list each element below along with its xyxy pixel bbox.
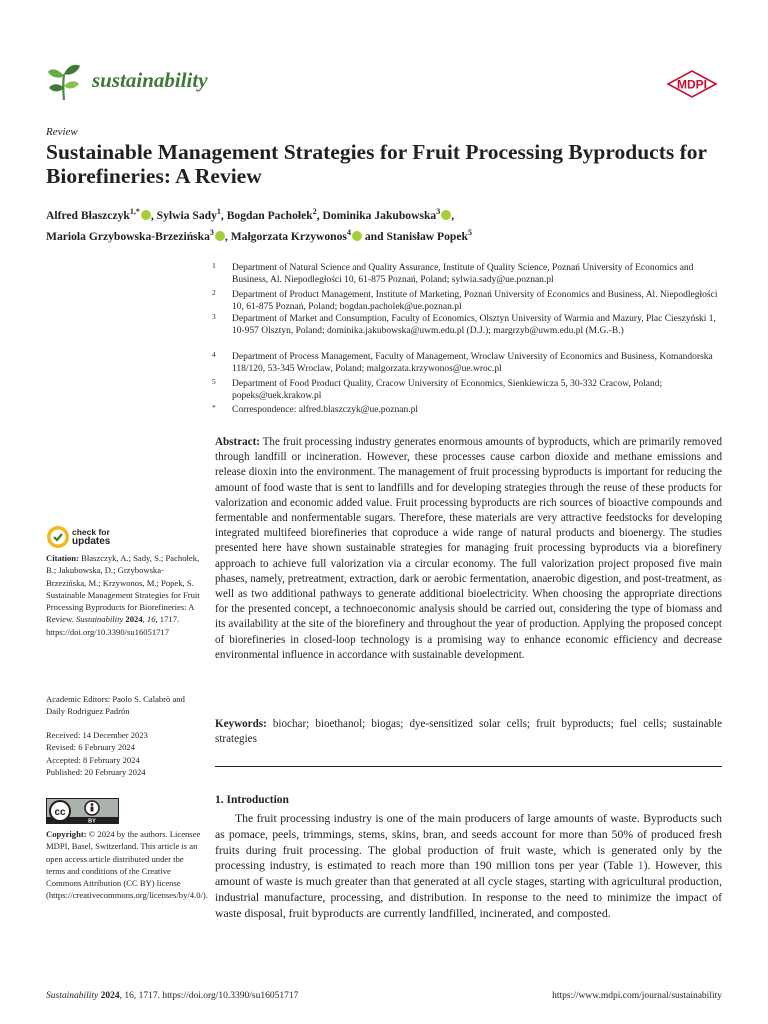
affiliation-item <box>212 289 724 313</box>
journal-name: sustainability <box>92 68 208 92</box>
author-name: Bogdan Pachołek <box>226 208 313 222</box>
author-name: Małgorzata Krzywonos <box>230 229 347 243</box>
affiliation-text: Department of Process Management, Faculty of Management, Wroclaw University of Economics and Business, Komandorska 118/120, 53-345 Wroclaw, Poland; malgorzata.krzywonos@ue.wroc.pl <box>232 352 713 375</box>
author-name: Alfred Błaszczyk <box>46 208 130 222</box>
author-affiliation-number: 1,* <box>129 207 140 216</box>
cc-by-license-icon[interactable] <box>46 798 119 824</box>
affiliation-text: Department of Food Product Quality, Cracow University of Economics, Sienkiewicza 5, 30-332 Cracow, Poland; popeks@uek.krakow.pl <box>232 379 663 402</box>
citation-volume: 16 <box>146 614 156 625</box>
author-affiliation-number: 4 <box>346 227 351 237</box>
footer-doi[interactable]: , 16, 1717. https://doi.org/10.3390/su16051717 <box>119 991 299 1001</box>
author-name: Stanisław Popek <box>386 229 468 243</box>
orcid-icon[interactable] <box>441 210 451 220</box>
affiliation-number: 2 <box>212 288 216 297</box>
keywords <box>215 717 722 747</box>
intro-text-1: The fruit processing industry is one of the main producers of large amounts of waste. Byproducts such as pomace, peels, trimmings, stems, skins, bran, and seeds account for more than 50% of produced fresh fruits during fruit processing. The global production of fruit waste, which is generated only by the processing industry, is estimated to reach more than 190 million tons per year (Table <box>215 812 722 873</box>
affiliation-number: 3 <box>212 312 216 321</box>
accepted-date: Accepted: 8 February 2024 <box>46 754 140 765</box>
check-updates-line2: updates <box>72 536 111 547</box>
author-line-1 <box>46 203 726 224</box>
citation-label: Citation: <box>46 553 79 563</box>
cc-by-text: BY <box>88 818 96 824</box>
copyright-block <box>46 828 208 902</box>
affiliation-item <box>212 378 724 402</box>
dates-block <box>46 729 202 778</box>
keywords-text: biochar; bioethanol; biogas; dye-sensitized solar cells; fruit byproducts; fuel cells; sustainable strategies <box>215 718 722 746</box>
footer-journal-url[interactable]: https://www.mdpi.com/journal/sustainability <box>552 991 722 1001</box>
footer-citation <box>46 991 298 1001</box>
copyright-label: Copyright: <box>46 829 87 839</box>
footer-year: 2024 <box>100 991 120 1001</box>
journal-leaf-logo <box>46 62 82 102</box>
svg-text:cc: cc <box>54 807 66 818</box>
intro-text-2: ). However, this amount of waste is much greater than that generated at all cycle stages, starting with agricultural production, industrial manufacture, processing, and distribution. In response to the need to minimize the impact of waste disposal, fruit byproducts are currently landfilled, incinerated, and composted. <box>215 859 723 920</box>
author-affiliation-number: 3 <box>436 207 441 216</box>
footer-journal: Sustainability <box>46 991 99 1001</box>
keywords-label: Keywords: <box>215 718 267 730</box>
section-divider <box>215 766 722 767</box>
orcid-icon[interactable] <box>141 210 151 220</box>
mdpi-logo <box>666 70 718 98</box>
citation-text: Błaszczyk, A.; Sady, S.; Pachołek, B.; Jakubowska, D.; Grzybowska-Brzezińska, M.; Krzywonos, M.; Popek, S. Sustainable Management Strategies for Fruit Processing Byproducts for Biorefineries: A Review. <box>46 553 200 625</box>
academic-editors: Academic Editors: Paolo S. Calabrò and Daily Rodriguez Padrón <box>46 694 185 717</box>
author-list <box>46 203 726 245</box>
citation-journal: Sustainability <box>76 614 124 625</box>
orcid-icon[interactable] <box>352 231 362 241</box>
citation-year: 2024 <box>125 614 143 625</box>
article-type: Review <box>46 126 78 138</box>
article-title: Sustainable Management Strategies for Fruit Processing Byproducts for Biorefineries: A Review <box>46 140 707 188</box>
affiliation-number: 1 <box>212 261 216 270</box>
received-date: Received: 14 December 2023 <box>46 730 148 740</box>
author-separator: and <box>361 229 387 243</box>
abstract-label: Abstract: <box>215 436 260 448</box>
author-name: Mariola Grzybowska-Brzezińska <box>46 229 210 243</box>
author-affiliation-number: 1 <box>216 207 221 216</box>
author-separator: , <box>150 208 157 222</box>
author-affiliation-number: 5 <box>467 227 472 237</box>
affiliation-text: Department of Market and Consumption, Faculty of Economics, Olsztyn University of Warmia and Mazury, Plac Cieszyński 1, 10-957 Olsztyn, Poland; dominika.jakubowska@uwm.edu.pl (D.J.); margrzyb@uwm.edu.pl (M.G.-B.) <box>232 314 716 337</box>
section-heading: 1. Introduction <box>215 794 289 806</box>
author-line-2 <box>46 224 726 245</box>
affiliation-item <box>212 262 724 286</box>
author-name: Sylwia Sady <box>156 208 217 222</box>
affiliation-number: * <box>212 403 216 412</box>
affiliation-item <box>212 351 724 375</box>
abstract-text: The fruit processing industry generates enormous amounts of byproducts, which are primarily removed through landfill or incineration. However, these processes cause carbon dioxide and methane emissions and release dioxin into the environment. The management of fruit processing byproducts is important for reducing the amount of food waste that is sent to landfills and for developing strategies through the reuse of these products for valorization and economic added value. Fruit processing byproducts are rich sources of bioactive compounds and fermentable and nonfermentable sugars. Therefore, these materials are very attractive feedstocks for developing integrated multifeed biorefineries that coproduce a wide range of natural products and bioenergy. The studies presented here have shown sustainable strategies for managing fruit processing byproducts via a biorefinery approach to achieve full valorization via a circular economy. The full valorization project proposed five main phases, namely, pretreatment, extraction, dark or aerobic fermentation, anaerobic digestion, and post-treatment, as well as two additional pathways to generate additional bioelectricity. When choosing the appropriate directions for the presented concept, a technoeconomic analysis should be carried out, considering the type of biomass and its availability at the site of the biorefinery and throughout the year of production. Applying the proposed concept of biorefineries in closed-loop technology is a promising way to enhance economic efficiency and decrease environmental influence in accordance with sustainable development. <box>215 436 723 661</box>
citation-block: Citation: Błaszczyk, A.; Sady, S.; Pachołek, B.; Jakubowska, D.; Grzybowska-Brzezińska, M.; Krzywonos, M.; Popek, S. Sustainable Management Strategies for Fruit Processing Byproducts for Biorefineries: A Review. Sustainability 2024, 16, 1717. https://doi.org/10.3390/su16051717 <box>46 553 200 637</box>
author-separator: , <box>224 229 231 243</box>
affiliation-text: Department of Product Management, Institute of Marketing, Poznań University of Economics and Business, Al. Niepodległości 10, 61-875 Poznań, Poland; bogdan.pacholek@ue.poznan.pl <box>232 290 718 313</box>
revised-date: Revised: 6 February 2024 <box>46 742 136 753</box>
affiliation-text: Correspondence: alfred.blaszczyk@ue.poznan.pl <box>232 405 419 415</box>
affiliation-item <box>212 313 724 337</box>
author-separator: , <box>451 208 455 222</box>
published-date: Published: 20 February 2024 <box>46 766 146 777</box>
introduction-paragraph <box>215 811 722 922</box>
check-for-updates-icon[interactable] <box>46 525 70 549</box>
table-reference-link[interactable]: 1 <box>637 859 644 873</box>
copyright-text: © 2024 by the authors. Licensee MDPI, Basel, Switzerland. This article is an open access article distributed under the terms and conditions of the Creative Commons Attribution (CC BY) license (https://creativecommons.org/licenses/by/4.0/). <box>46 829 208 901</box>
author-separator: , <box>220 208 227 222</box>
author-affiliation-number: 2 <box>312 207 317 216</box>
check-updates-line1: check for <box>72 527 110 537</box>
citation-doi[interactable]: , 1717. https://doi.org/10.3390/su16051717 <box>46 614 180 637</box>
affiliation-item <box>212 404 724 416</box>
affiliation-number: 4 <box>212 350 216 359</box>
author-name: Dominika Jakubowska <box>322 208 437 222</box>
affiliation-number: 5 <box>212 377 216 386</box>
affiliation-text: Department of Natural Science and Quality Assurance, Institute of Quality Science, Poznań University of Economics and Business, Al. Niepodległości 10, 61-875 Poznań, Poland; sylwia.sady@ue.poznan.pl <box>232 263 694 286</box>
mdpi-logo-text: MDPI <box>677 77 707 92</box>
orcid-icon[interactable] <box>215 231 225 241</box>
abstract <box>215 435 722 663</box>
check-for-updates-text[interactable] <box>72 528 110 546</box>
author-separator: , <box>316 208 323 222</box>
author-affiliation-number: 3 <box>209 227 214 237</box>
